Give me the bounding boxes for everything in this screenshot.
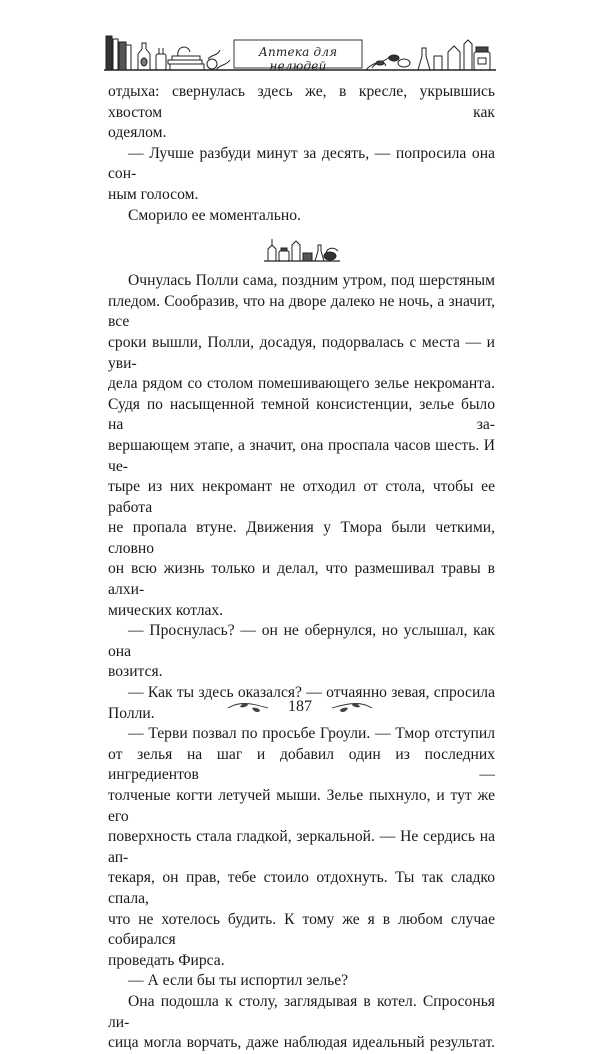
flasks-icon [418,40,490,70]
paragraph: Она подошла к столу, заглядывая в котел. Спросонья ли- [108,992,495,1031]
dialogue-line: — Проснулась? — он не обернулся, но услышал, как она [108,622,495,660]
paragraph: не пропала втуне. Движения у Тмора были четкими, словно [108,519,495,557]
paragraph: сроки вышли, Полли, досадуя, подорвалась с места — и уви- [108,333,495,372]
bottle-icon [138,43,150,70]
paragraph: пледом. Сообразив, что на дворе далеко не ночь, а значит, все [108,292,495,331]
paragraph: тыре из них некромант не отходил от стола, чтобы ее работа [108,478,495,516]
books-icon [106,36,131,70]
dialogue-line: — А если бы ты испортил зелье? [128,972,349,990]
herbs-icon [366,55,410,70]
paragraph: Сморило ее моментально. [128,206,301,224]
dialogue-line: Полли. [108,704,155,722]
dialogue-line: — Терви позвал по просьбе Гроули. — Тмор отступил [128,725,495,743]
body-text [108,82,495,1054]
dialogue-line: — Лучше разбуди минут за десять, — попросила она сон- [108,144,495,183]
paragraph: мических котлах. [108,601,224,619]
leaf-flourish-right-icon [330,701,374,715]
paragraph: вершающем этапе, а значит, она проспала часов шесть. И че- [108,436,495,475]
dialogue-line: ным голосом. [108,185,199,203]
dialogue-line: — Как ты здесь оказался? — отчаянно зевая, спросила [128,684,495,702]
paragraph: он всю жизнь только и делал, что размешивал травы в алхи- [108,560,495,599]
running-header [104,30,496,78]
dialogue-line: толченые когти летучей мыши. Зелье пыхнуло, и тут же его [108,787,495,825]
dialogue-line: текаря, он прав, тебе стоило отдохнуть. Ты так сладко спала, [108,869,495,907]
page-number: 187 [288,698,312,715]
dialogue-line: что не хотелось будить. К тому же я в любом случае собирался [108,910,495,949]
section-divider [108,227,495,269]
dialogue-line: возится. [108,663,163,681]
dialogue-line: от зелья на шаг и добавил один из последних ингредиентов — [108,745,495,784]
paragraph: дела рядом со столом помешивающего зелье некроманта. [108,375,495,393]
paragraph: Очнулась Полли сама, поздним утром, под шерстяным [128,272,495,290]
apothecary-shelf-ornament [262,231,342,265]
dialogue-line: поверхность стала гладкой, зеркальной. — Не сердись на ап- [108,828,495,866]
jars-icon [156,47,230,70]
page-footer [220,697,380,719]
paragraph-continued: отдыха: свернулась здесь же, в кресле, укрывшись хвостом как [108,83,495,121]
running-header-title: Аптека для нелюдей [258,45,338,73]
paragraph: Судя по насыщенной темной консистенции, зелье было на за- [108,395,495,434]
paragraph-continued: одеялом. [108,124,167,142]
paragraph: сица могла ворчать, даже наблюдая идеальный результат. [108,1034,495,1052]
dialogue-line: проведать Фирса. [108,951,225,969]
